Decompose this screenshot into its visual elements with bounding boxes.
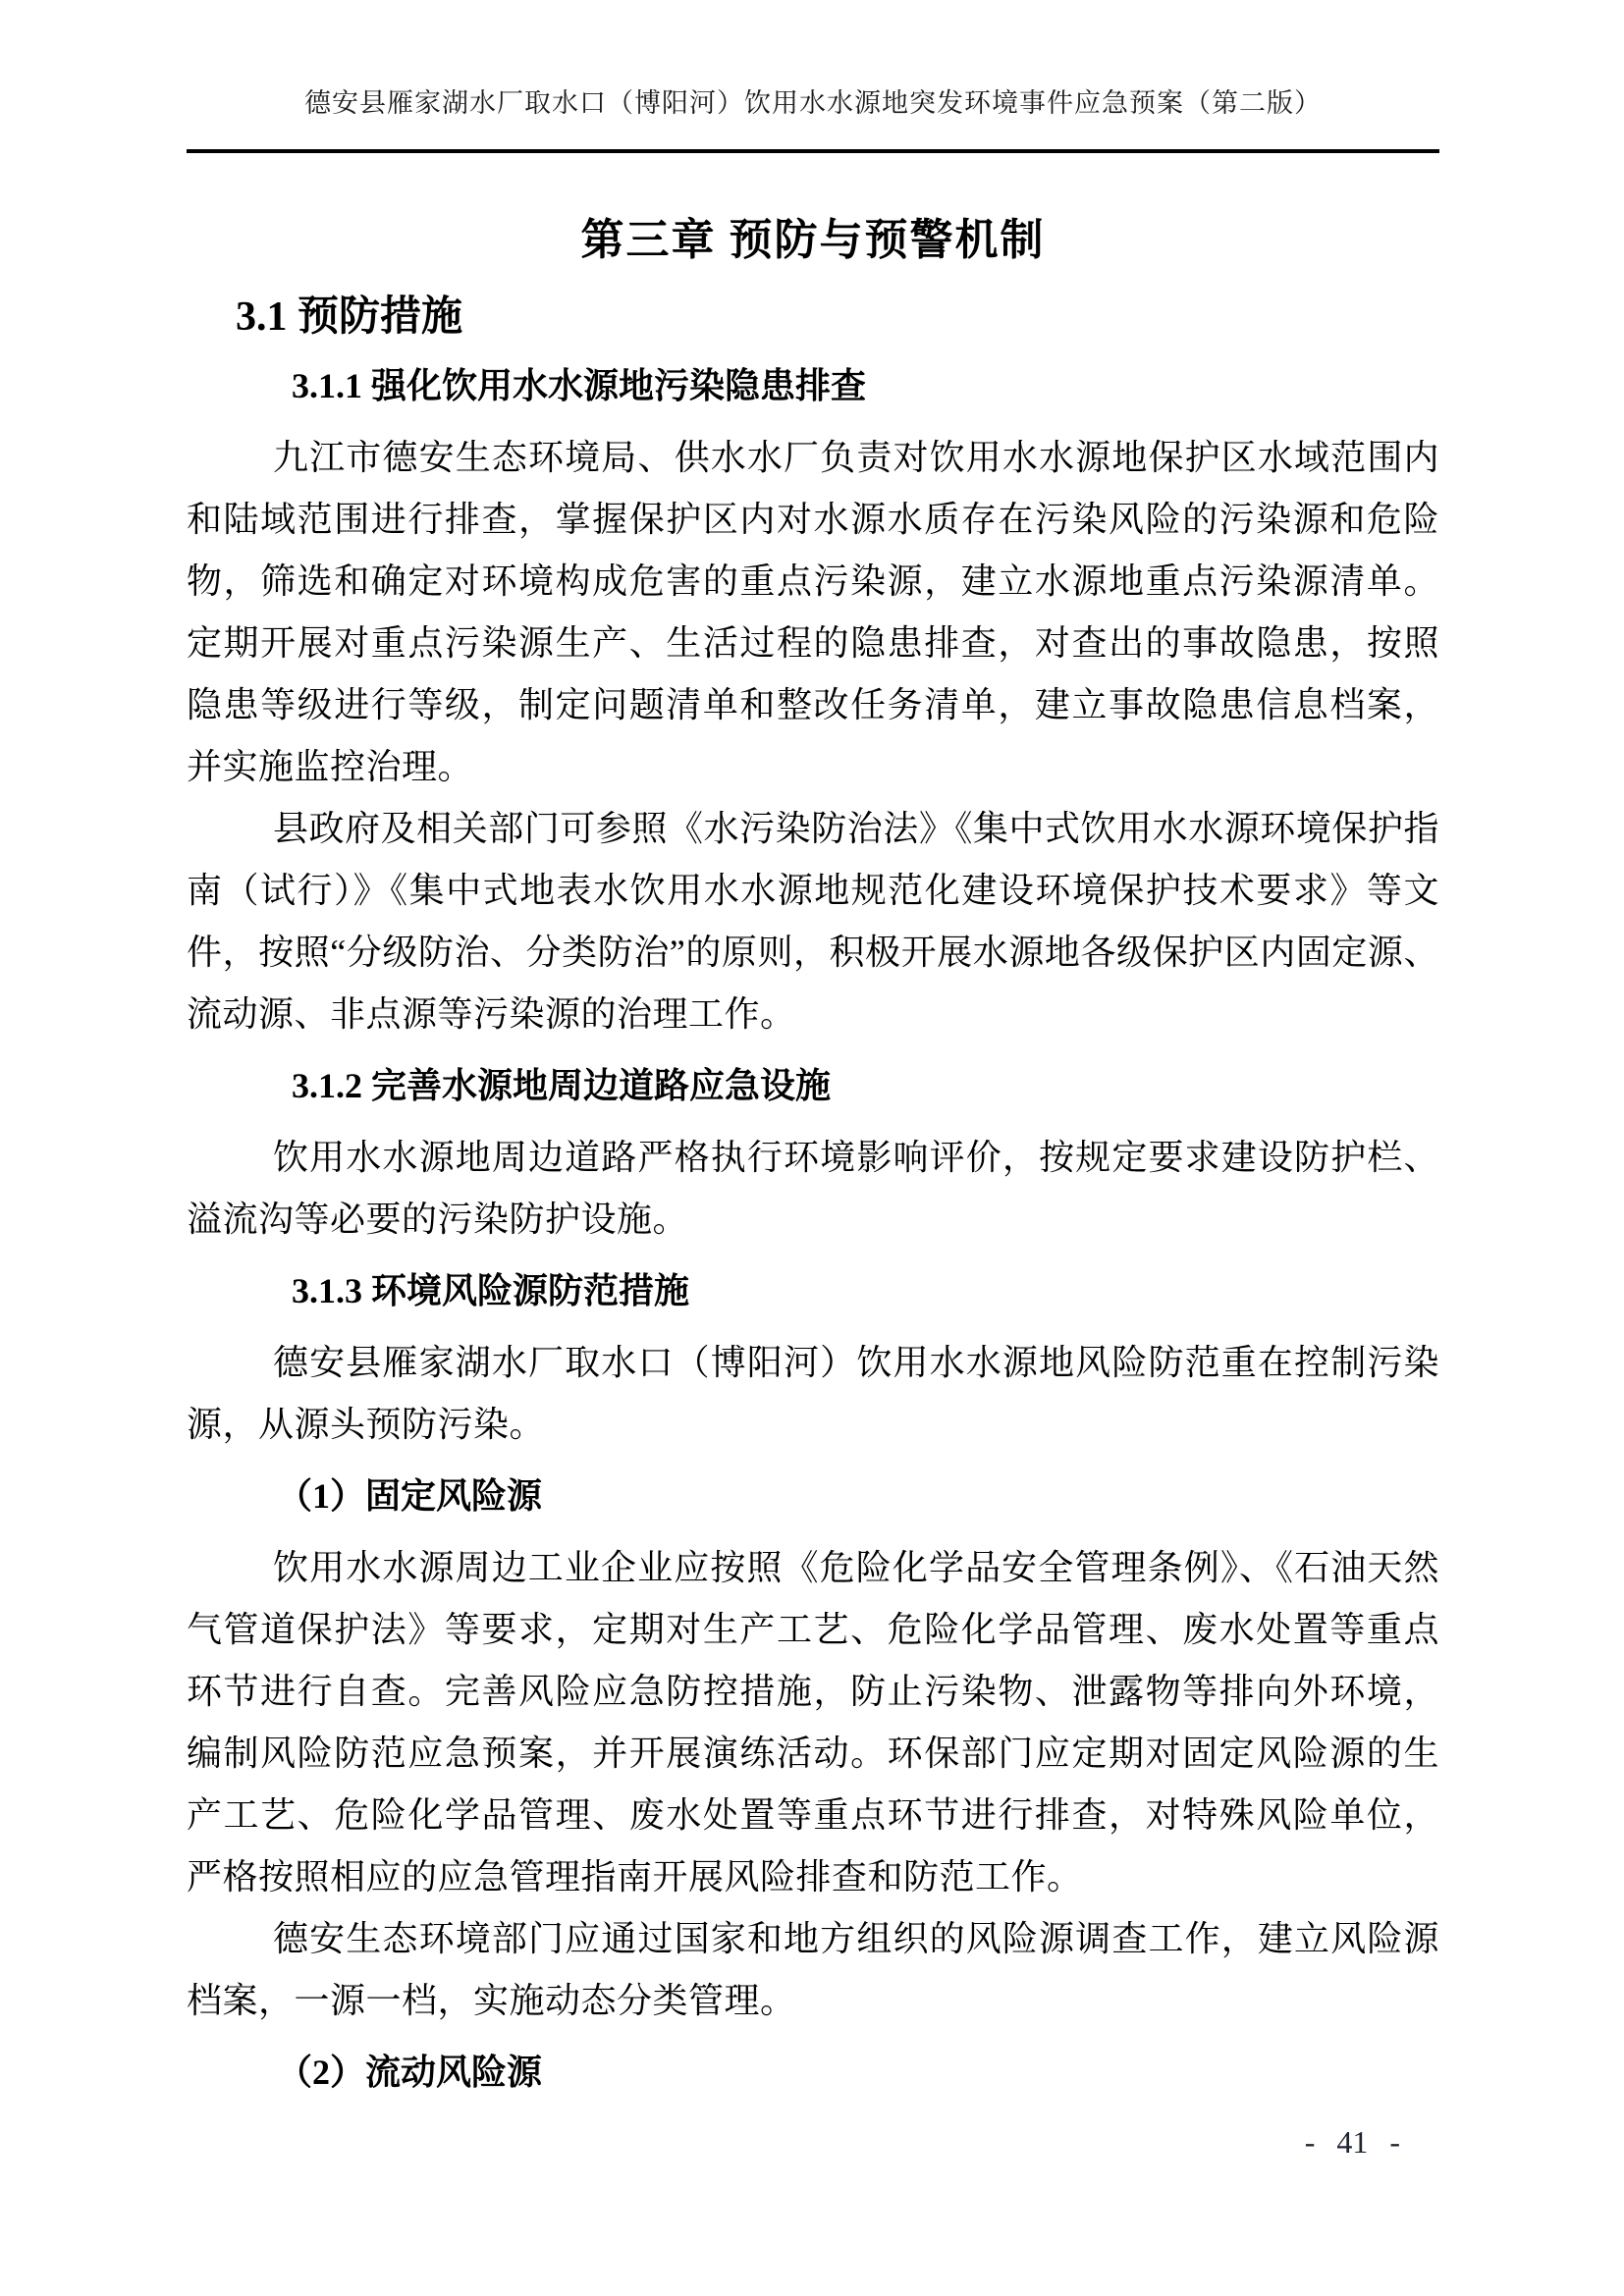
item-heading-mobile-risk-source: （2）流动风险源 [277, 2053, 543, 2092]
page-number: - 41 - [1304, 2124, 1400, 2160]
sub-heading-3-1-3: 3.1.3 环境风险源防范措施 [292, 1271, 690, 1310]
chapter-title: 第三章 预防与预警机制 [580, 216, 1046, 264]
sub-heading-3-1-1: 3.1.1 强化饮用水水源地污染隐患排查 [292, 366, 867, 405]
paragraph-3-1-1-b: 县政府及相关部门可参照《水污染防治法》《集中式饮用水水源环境保护指南（试行）》《集中式地表水饮用水水源地规范化建设环境保护技术要求》等文件，按照“分级防治、分类防治”的原则，积极开展水源地各级保护区内固定源、流动源、非点源等污染源的治理工作。 [187, 809, 1439, 1034]
paragraph-fixed-risk-a: 饮用水水源周边工业企业应按照《危险化学品安全管理条例》、《石油天然气管道保护法》等要求，定期对生产工艺、危险化学品管理、废水处置等重点环节进行自查。完善风险应急防控措施，防止污染物、泄露物等排向外环境，编制风险防范应急预案，并开展演练活动。环保部门应定期对固定风险源的生产工艺、危险化学品管理、废水处置等重点环节进行排查，对特殊风险单位，严格按照相应的应急管理指南开展风险排查和防范工作。 [187, 1548, 1439, 1896]
item-heading-fixed-risk-source: （1）固定风险源 [277, 1476, 543, 1516]
header-rule [187, 149, 1439, 153]
paragraph-fixed-risk-b: 德安生态环境部门应通过国家和地方组织的风险源调查工作，建立风险源档案，一源一档，实施动态分类管理。 [187, 1919, 1439, 2020]
paragraph-3-1-1-a: 九江市德安生态环境局、供水水厂负责对饮用水水源地保护区水域范围内和陆域范围进行排查，掌握保护区内对水源水质存在污染风险的污染源和危险物，筛选和确定对环境构成危害的重点污染源，建立水源地重点污染源清单。定期开展对重点污染源生产、生活过程的隐患排查，对查出的事故隐患，按照隐患等级进行等级，制定问题清单和整改任务清单，建立事故隐患信息档案，并实施监控治理。 [187, 438, 1439, 786]
paragraph-3-1-3-a: 德安县雁家湖水厂取水口（博阳河）饮用水水源地风险防范重在控制污染源，从源头预防污染。 [187, 1343, 1439, 1444]
paragraph-3-1-2-a: 饮用水水源地周边道路严格执行环境影响评价，按规定要求建设防护栏、溢流沟等必要的污染防护设施。 [187, 1138, 1439, 1239]
sub-heading-3-1-2: 3.1.2 完善水源地周边道路应急设施 [292, 1066, 832, 1105]
section-heading-3-1: 3.1 预防措施 [236, 294, 463, 340]
page-header-title: 德安县雁家湖水厂取水口（博阳河）饮用水水源地突发环境事件应急预案（第二版） [304, 88, 1322, 118]
